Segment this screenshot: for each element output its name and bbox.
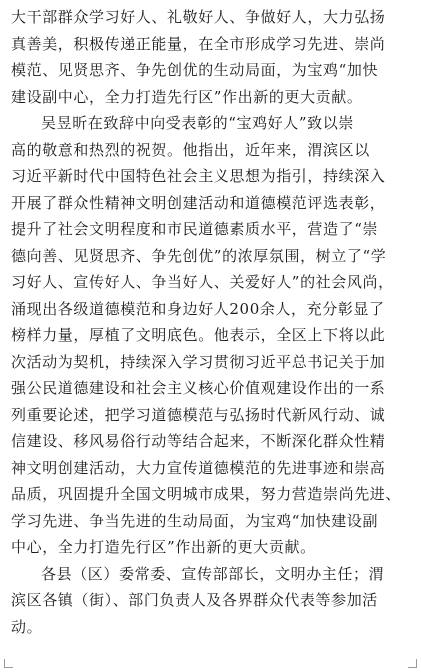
paragraph-3 bbox=[11, 561, 410, 641]
paragraph-2 bbox=[11, 110, 410, 561]
page-corner-mark bbox=[408, 659, 417, 668]
text-line: 信建设、移风易俗行动等结合起来，不断深化群众性精 bbox=[11, 432, 386, 450]
text-line: 大干部群众学习好人、礼敬好人、争做好人，大力弘扬 bbox=[11, 8, 386, 26]
paragraph-1 bbox=[11, 4, 410, 110]
text-line: 真善美，积极传递正能量，在全市形成学习先进、崇尚 bbox=[11, 34, 386, 53]
text-line: 神文明创建活动，大力宣传道德模范的先进事迹和崇高 bbox=[11, 458, 386, 477]
page-corner-mark bbox=[4, 659, 13, 668]
text-line: 各县（区）委常委、宣传部部长，文明办主任；渭 bbox=[41, 564, 385, 583]
text-line: 榜样力量，厚植了文明底色。他表示，全区上下将以此 bbox=[11, 326, 386, 344]
text-line: 吴昱昕在致辞中向受表彰的“宝鸡好人”致以崇 bbox=[41, 114, 354, 132]
text-line: 习近平新时代中国特色社会主义思想为指引，持续深入 bbox=[11, 167, 386, 185]
text-line: 习好人、宣传好人、争当好人、关爱好人”的社会风尚， bbox=[11, 273, 394, 291]
article-body bbox=[11, 4, 410, 640]
text-line: 德向善、见贤思齐、争先创优”的浓厚氛围，树立了“学 bbox=[11, 246, 387, 265]
text-line: 学习先进、争当先进的生动局面，为宝鸡“加快建设副 bbox=[11, 511, 379, 530]
text-line: 高的敬意和热烈的祝贺。他指出，近年来，渭滨区以 bbox=[11, 140, 370, 159]
text-line: 动。 bbox=[11, 617, 43, 636]
text-line: 中心，全力打造先行区”作出新的更大贡献。 bbox=[11, 538, 316, 556]
text-line: 滨区各镇（街）、部门负责人及各界群众代表等参加活 bbox=[11, 591, 378, 609]
text-line: 开展了群众性精神文明创建活动和道德模范评选表彰， bbox=[11, 193, 386, 212]
text-line: 涌现出各级道德模范和身边好人200余人，充分彰显了 bbox=[11, 299, 385, 318]
text-line: 建设副中心，全力打造先行区”作出新的更大贡献。 bbox=[11, 87, 363, 106]
text-line: 次活动为契机，持续深入学习贯彻习近平总书记关于加 bbox=[11, 352, 386, 371]
text-line: 模范、见贤思齐、争先创优的生动局面，为宝鸡“加快 bbox=[11, 61, 379, 79]
text-line: 列重要论述，把学习道德模范与弘扬时代新风行动、诚 bbox=[11, 405, 386, 424]
text-line: 品质，巩固提升全国文明城市成果，努力营造崇尚先进、 bbox=[11, 485, 402, 503]
text-line: 提升了社会文明程度和市民道德素质水平，营造了“崇 bbox=[11, 220, 379, 238]
text-line: 强公民道德建设和社会主义核心价值观建设作出的一系 bbox=[11, 379, 386, 397]
